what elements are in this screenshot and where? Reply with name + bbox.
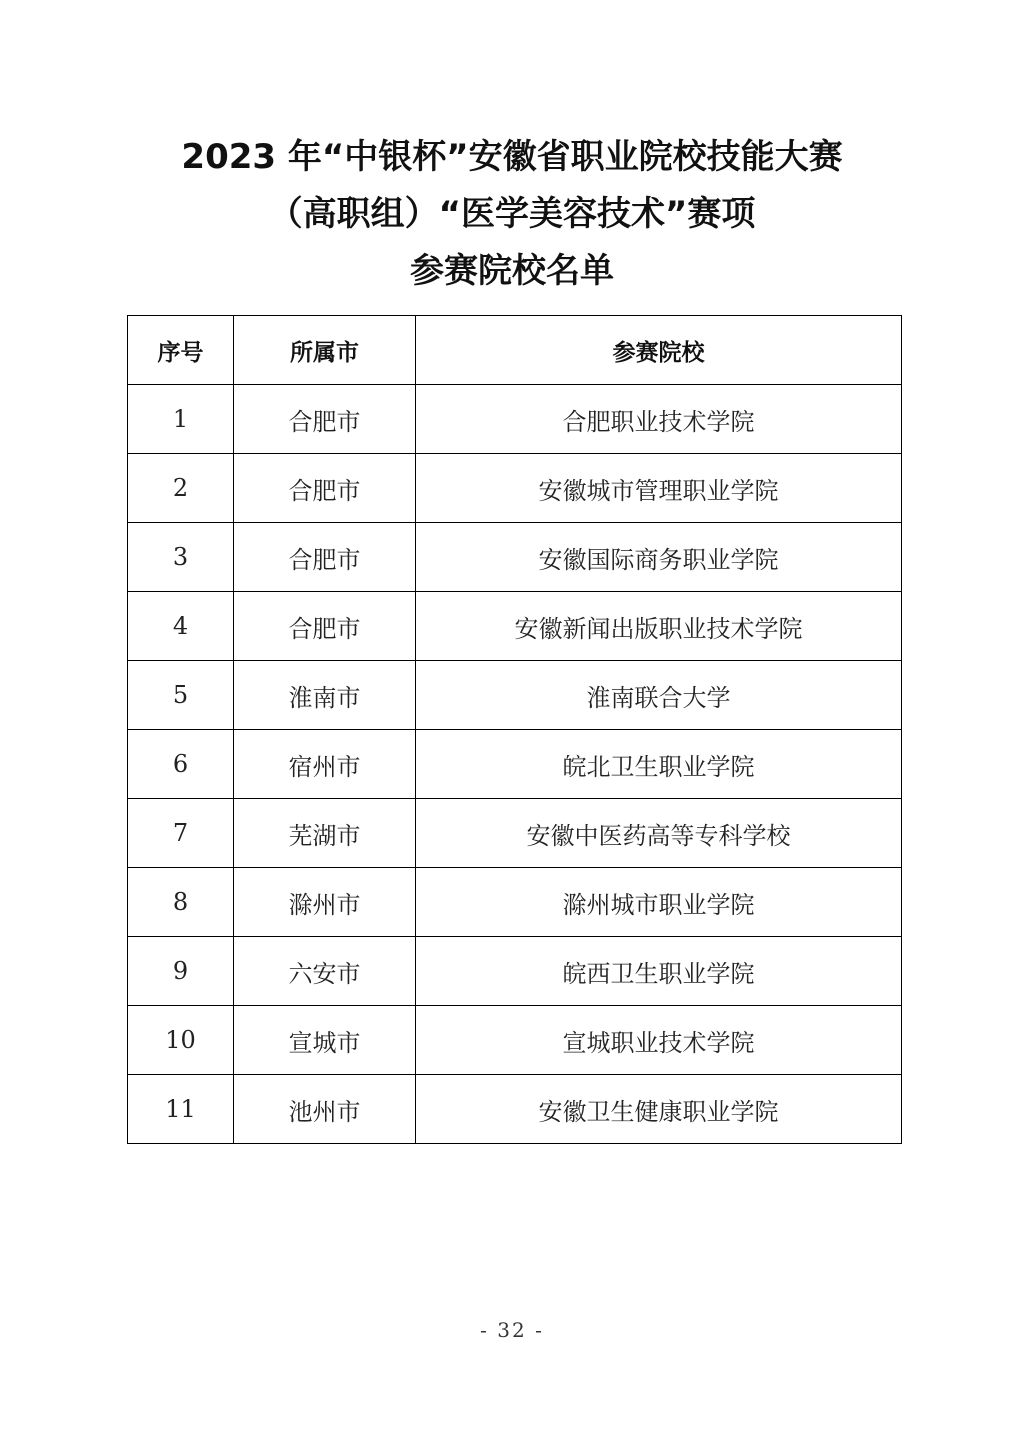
table-row — [128, 523, 902, 592]
row-school: 安徽卫生健康职业学院 — [416, 1075, 902, 1144]
page-number: - 32 - — [480, 1318, 544, 1342]
header-number: 序号 — [128, 316, 234, 385]
row-school: 皖北卫生职业学院 — [416, 730, 902, 799]
row-city: 合肥市 — [234, 385, 416, 454]
row-city: 合肥市 — [234, 523, 416, 592]
document-title-line-3: 参赛院校名单 — [410, 251, 614, 291]
row-number: 9 — [128, 937, 234, 1006]
row-number: 6 — [128, 730, 234, 799]
row-school: 安徽城市管理职业学院 — [416, 454, 902, 523]
table-row — [128, 454, 902, 523]
row-number: 2 — [128, 454, 234, 523]
row-school: 安徽新闻出版职业技术学院 — [416, 592, 902, 661]
row-city: 宣城市 — [234, 1006, 416, 1075]
row-city: 六安市 — [234, 937, 416, 1006]
row-school: 宣城职业技术学院 — [416, 1006, 902, 1075]
row-city: 滁州市 — [234, 868, 416, 937]
row-school: 皖西卫生职业学院 — [416, 937, 902, 1006]
row-school: 安徽国际商务职业学院 — [416, 523, 902, 592]
table-row — [128, 730, 902, 799]
table-row — [128, 592, 902, 661]
row-number: 11 — [128, 1075, 234, 1144]
row-school: 淮南联合大学 — [416, 661, 902, 730]
header-city: 所属市 — [234, 316, 416, 385]
row-number: 3 — [128, 523, 234, 592]
row-number: 1 — [128, 385, 234, 454]
table-row — [128, 937, 902, 1006]
table-row — [128, 799, 902, 868]
header-school: 参赛院校 — [416, 316, 902, 385]
table-row — [128, 868, 902, 937]
row-city: 池州市 — [234, 1075, 416, 1144]
row-number: 4 — [128, 592, 234, 661]
row-city: 宿州市 — [234, 730, 416, 799]
row-city: 淮南市 — [234, 661, 416, 730]
table-row — [128, 661, 902, 730]
document-title-line-1: 2023 年“中银杯”安徽省职业院校技能大赛 — [181, 137, 843, 177]
row-school: 安徽中医药高等专科学校 — [416, 799, 902, 868]
row-school: 合肥职业技术学院 — [416, 385, 902, 454]
document-title-line-2: （高职组）“医学美容技术”赛项 — [268, 194, 756, 234]
row-city: 芜湖市 — [234, 799, 416, 868]
row-number: 10 — [128, 1006, 234, 1075]
participant-schools-table — [127, 315, 902, 1144]
row-city: 合肥市 — [234, 592, 416, 661]
table-row — [128, 1075, 902, 1144]
row-number: 5 — [128, 661, 234, 730]
table-row — [128, 385, 902, 454]
row-number: 7 — [128, 799, 234, 868]
row-city: 合肥市 — [234, 454, 416, 523]
table-header-row — [128, 316, 902, 385]
row-school: 滁州城市职业学院 — [416, 868, 902, 937]
row-number: 8 — [128, 868, 234, 937]
table-row — [128, 1006, 902, 1075]
